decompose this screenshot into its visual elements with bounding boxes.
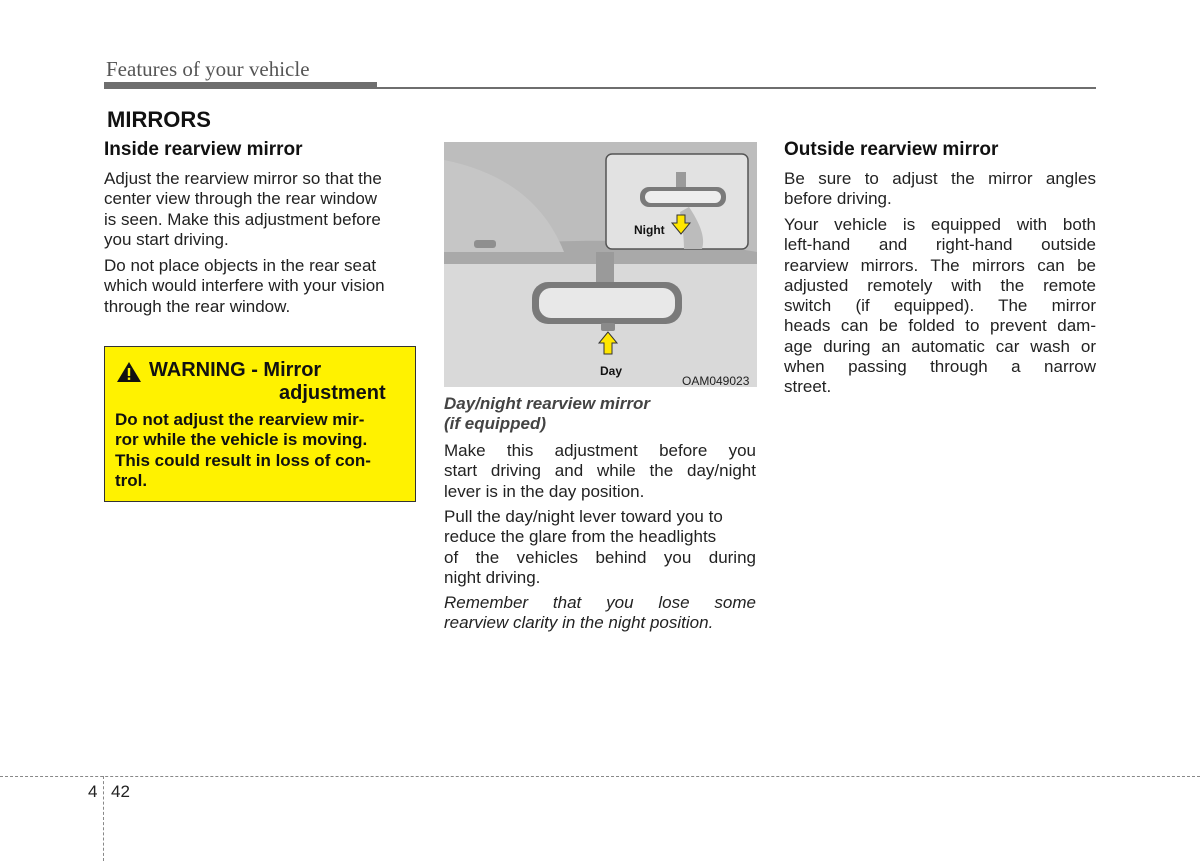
text-line: lever is in the day position. xyxy=(444,481,645,501)
text-line: Do not adjust the rearview mir- xyxy=(115,410,365,429)
text-line: when passing through a narrow xyxy=(784,357,1096,377)
text-line: Be sure to adjust the mirror angles xyxy=(784,169,1096,188)
day-label: Day xyxy=(600,364,623,378)
outside-mirror-heading: Outside rearview mirror xyxy=(784,139,999,160)
text-line: Remember that you lose some xyxy=(444,593,756,612)
text-line: Do not place objects in the rear seat xyxy=(104,256,377,275)
text-line: center view through the rear window xyxy=(104,189,378,209)
inside-mirror-paragraph-2 xyxy=(104,256,416,317)
outside-mirror-paragraph-1 xyxy=(784,169,1096,210)
daynight-paragraph-1 xyxy=(444,441,756,502)
section-title: MIRRORS xyxy=(107,107,211,132)
text-line: ror while the vehicle is moving. xyxy=(115,430,368,450)
warning-title-line-2: adjustment xyxy=(279,382,386,404)
text-line: Make this adjustment before you xyxy=(444,441,756,460)
footer-divider xyxy=(103,776,104,861)
text-line: age during an automatic car wash or xyxy=(784,336,1096,356)
text-line: before driving. xyxy=(784,189,892,209)
text-line: This could result in loss of con- xyxy=(115,450,371,470)
page-number: 42 xyxy=(111,782,130,801)
daynight-paragraph-2 xyxy=(444,507,756,588)
warning-triangle-icon xyxy=(116,361,142,383)
text-line: reduce the glare from the headlights xyxy=(444,527,717,547)
header-title: Features of your vehicle xyxy=(106,57,310,81)
text-line: adjusted remotely with the remote xyxy=(784,275,1096,295)
daynight-note xyxy=(444,593,756,634)
text-line: street. xyxy=(784,377,832,397)
text-line: (if equipped) xyxy=(444,414,546,434)
inside-mirror-heading: Inside rearview mirror xyxy=(104,139,303,160)
figure-code: OAM049023 xyxy=(682,374,750,387)
inside-mirror-paragraph-1 xyxy=(104,169,416,250)
rearview-mirror-illustration xyxy=(444,142,757,387)
page-section-number: 4 xyxy=(88,782,98,801)
text-line: Pull the day/night lever toward you to xyxy=(444,507,723,526)
text-line: trol. xyxy=(115,470,148,490)
text-line: left-hand and right-hand outside xyxy=(784,235,1096,255)
header-rule-thin xyxy=(377,87,1096,89)
text-line: Adjust the rearview mirror so that the xyxy=(104,169,382,188)
figure-caption xyxy=(444,394,650,435)
text-line: through the rear window. xyxy=(104,296,291,316)
warning-title: WARNING - Mirror xyxy=(149,359,322,381)
text-line: of the vehicles behind you during xyxy=(444,547,756,567)
text-line: is seen. Make this adjustment before xyxy=(104,209,381,229)
text-line: rearview mirrors. The mirrors can be xyxy=(784,255,1096,275)
night-label: Night xyxy=(634,223,665,237)
header-rule-thick xyxy=(104,82,377,89)
text-line: rearview clarity in the night position. xyxy=(444,613,714,633)
text-line: you start driving. xyxy=(104,229,229,249)
text-line: which would interfere with your vision xyxy=(104,276,385,296)
warning-body xyxy=(115,410,409,491)
text-line: Day/night rearview mirror xyxy=(444,394,650,413)
footer-rule xyxy=(0,776,1200,777)
warning-box xyxy=(104,346,416,502)
outside-mirror-paragraph-2 xyxy=(784,215,1096,398)
text-line: switch (if equipped). The mirror xyxy=(784,296,1096,316)
text-line: Your vehicle is equipped with both xyxy=(784,215,1096,234)
text-line: heads can be folded to prevent dam- xyxy=(784,316,1096,336)
text-line: night driving. xyxy=(444,567,541,587)
text-line: start driving and while the day/night xyxy=(444,461,756,481)
